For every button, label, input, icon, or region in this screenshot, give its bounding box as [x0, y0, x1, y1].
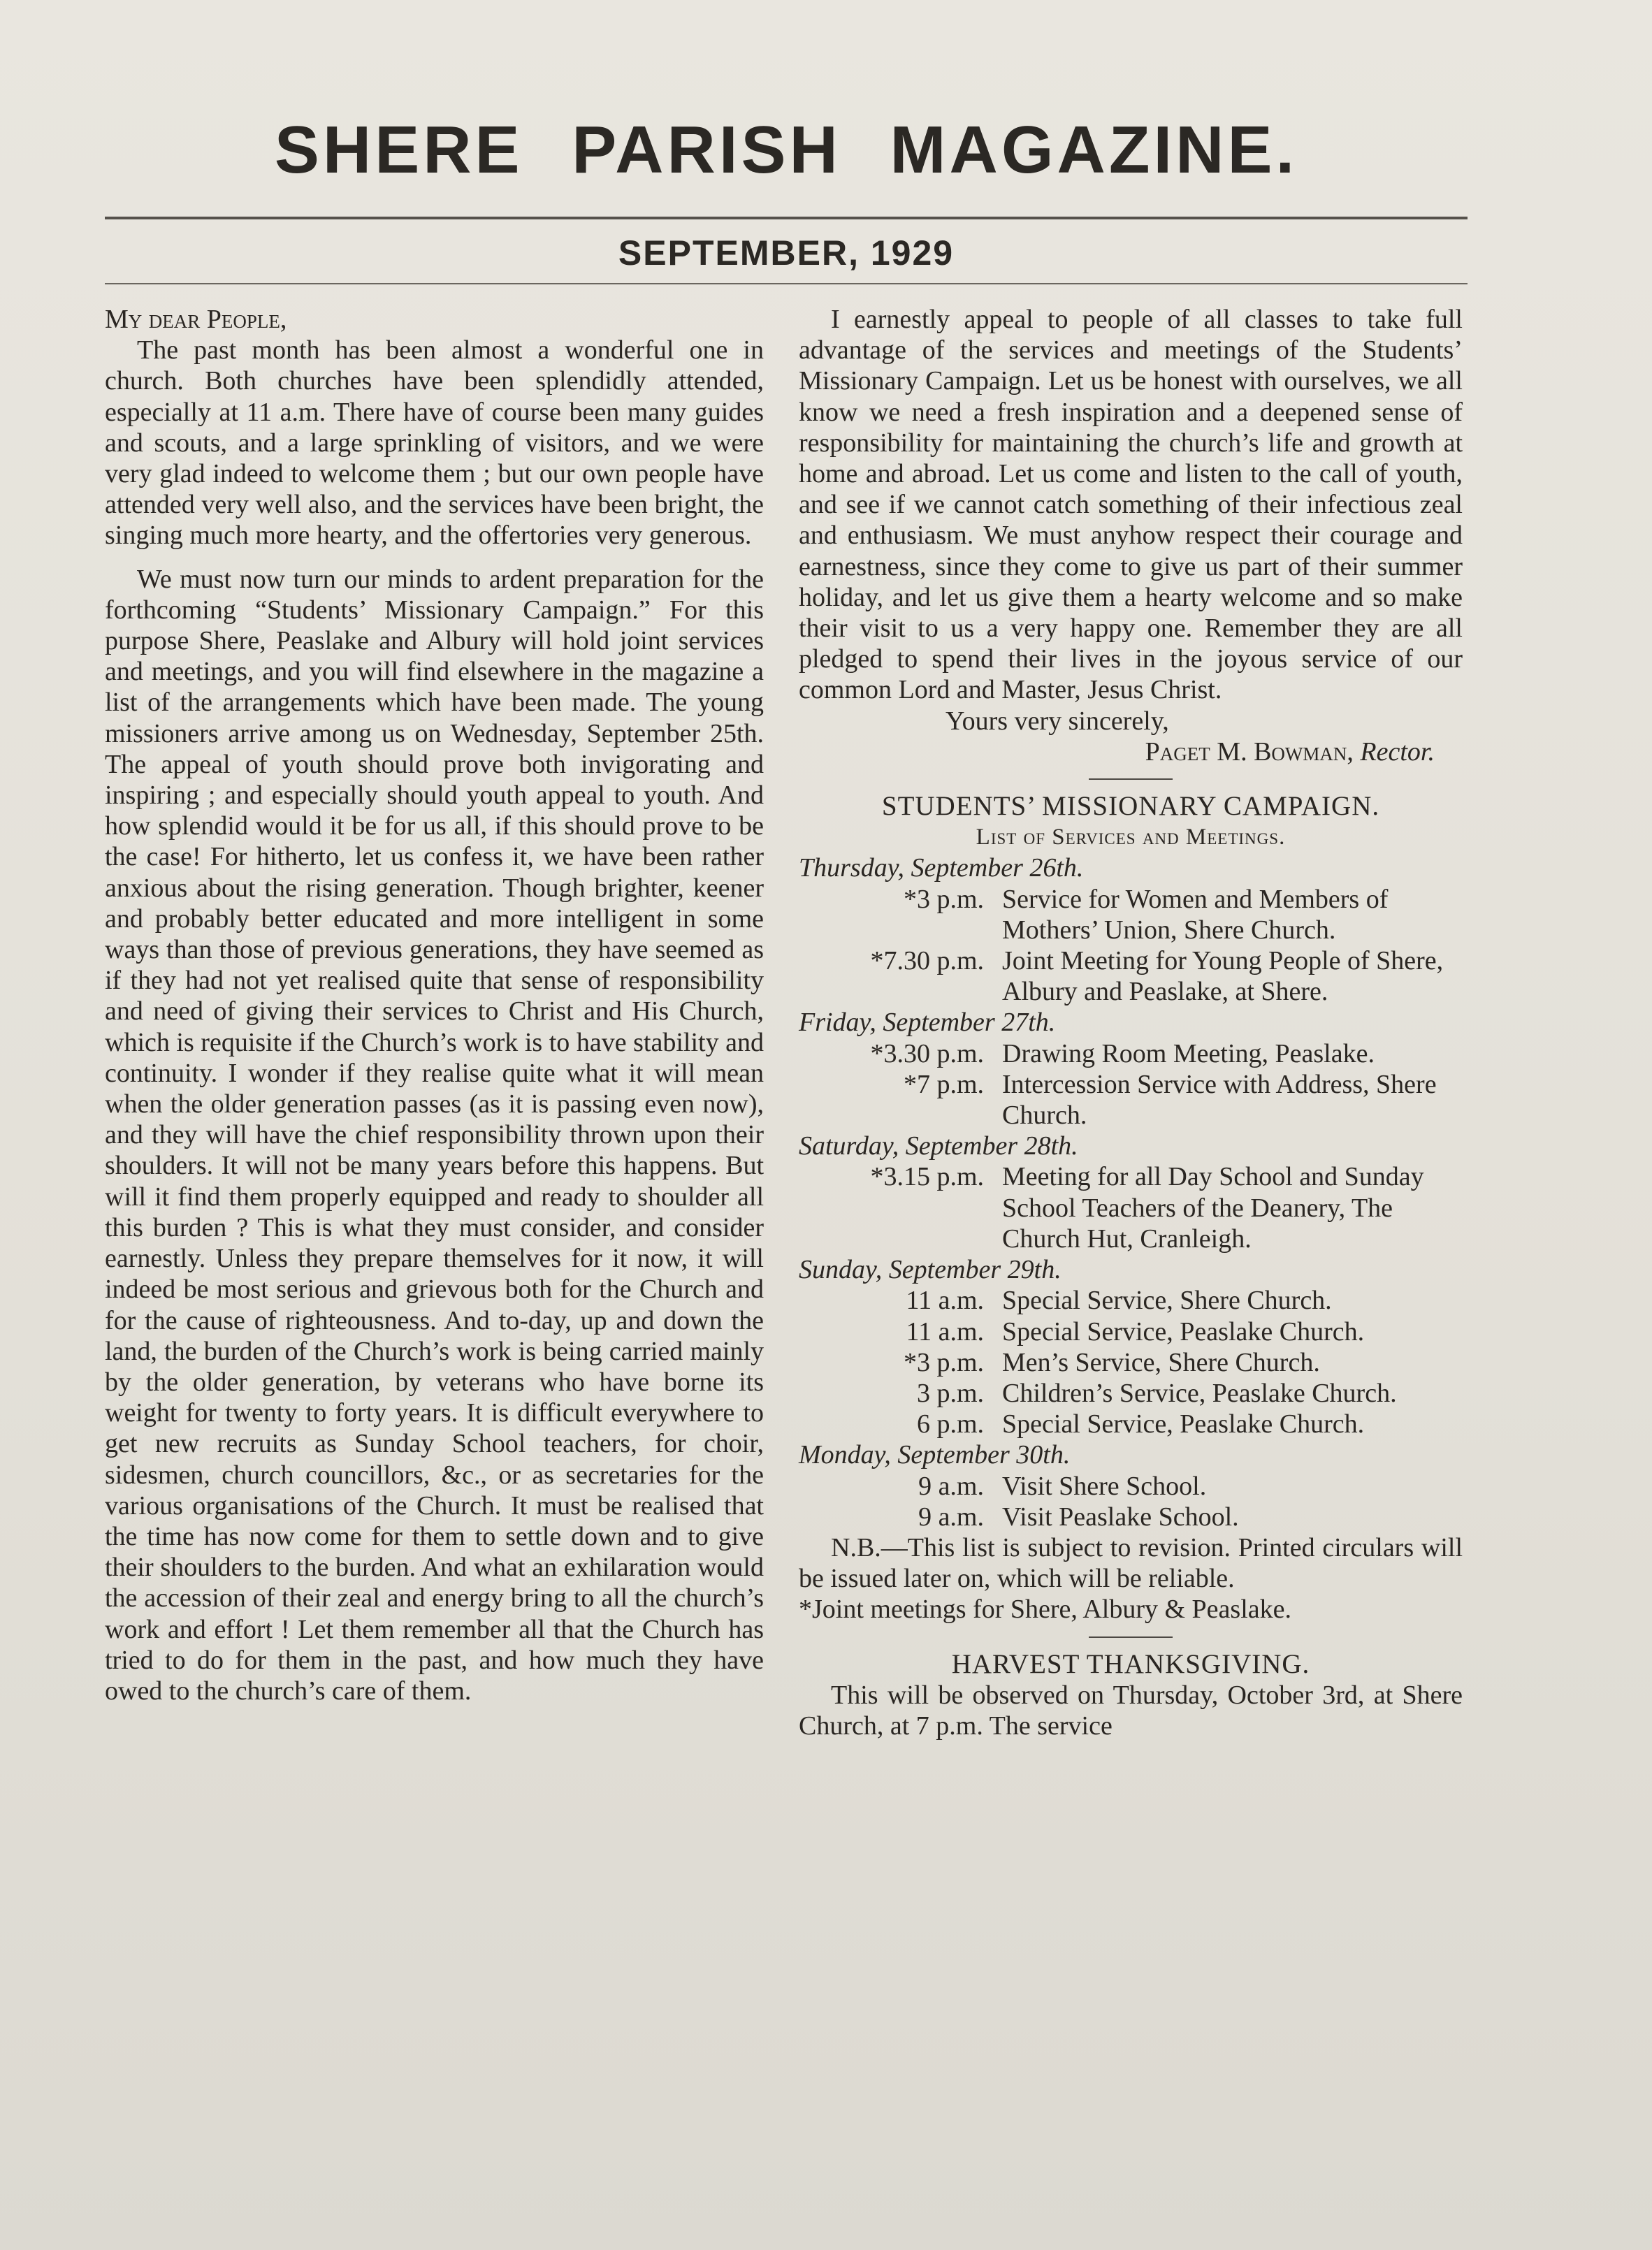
entry-time: 11 a.m. [906, 1316, 984, 1347]
section-divider [1089, 778, 1173, 780]
entry-time: *3.15 p.m. [870, 1162, 984, 1192]
schedule-entry [799, 1161, 1463, 1254]
entry-time: *7.30 p.m. [870, 946, 984, 976]
harvest-title: HARVEST THANKSGIVING. [951, 1648, 1310, 1679]
entry-description: Special Service, Peaslake Church. [1002, 1409, 1365, 1439]
letter-paragraph-3: I earnestly appeal to people of all classes to take full advantage of the services and meetings of the Students’ Missionary Campaign. Let us be honest with ourselves, we all know we need a fresh inspiration and a deepened sense of responsibility for maintaining the church’s life and growth at home and abroad. Let us come and listen to the call of youth, and see if we cannot catch something of their infectious zeal and enthusiasm. We must anyhow respect their courage and earnestness, since they come to give us part of their summer holiday, and let us give them a hearty welcome and so make their visit to us a very happy one. Remember they are all pledged to spend their lives in the joyous service of our common Lord and Master, Jesus Christ. [799, 305, 1463, 705]
schedule-entry [799, 1285, 1463, 1316]
masthead-rule [105, 217, 1468, 219]
entry-description: Children’s Service, Peaslake Church. [1002, 1378, 1397, 1408]
entry-description: Drawing Room Meeting, Peaslake. [1002, 1038, 1375, 1068]
entry-description: Meeting for all Day School and Sunday School Teachers of the Deanery, The Church Hut, Cranleigh. [1002, 1162, 1424, 1254]
entry-time: 11 a.m. [906, 1286, 984, 1316]
campaign-subtitle: List of Services and Meetings. [976, 825, 1286, 850]
entry-description: Service for Women and Members of Mothers’ Union, Shere Church. [1002, 884, 1389, 945]
schedule-entry [799, 945, 1463, 1007]
schedule-day: Monday, September 30th. [799, 1440, 1071, 1470]
entry-time: 9 a.m. [918, 1471, 984, 1501]
entry-time: 9 a.m. [918, 1502, 984, 1532]
campaign-footnote: *Joint meetings for Shere, Albury & Peaslake. [799, 1595, 1291, 1625]
letter-paragraph-1: The past month has been almost a wonderful one in church. Both churches have been splendidly attended, especially at 11 a.m. There have of course been many guides and scouts, and a large sprinkling of visitors, and we were very glad indeed to welcome them ; but our own people have attended very well also, and the services have been bright, the singing much more hearty, and the offertories very generous. [105, 335, 764, 551]
issue-date: SEPTEMBER, 1929 [618, 233, 955, 273]
entry-description: Men’s Service, Shere Church. [1002, 1347, 1320, 1377]
schedule-entry [799, 1378, 1463, 1409]
schedule-entry [799, 884, 1463, 945]
entry-description: Visit Shere School. [1002, 1471, 1207, 1501]
letter-closing: Yours very sincerely, [945, 706, 1169, 736]
signature-name: Paget M. Bowman, [1145, 736, 1354, 767]
schedule-day: Thursday, September 26th. [799, 853, 1084, 883]
letter-signature [799, 736, 1463, 767]
entry-description: Special Service, Shere Church. [1002, 1286, 1332, 1316]
schedule-entry [799, 1502, 1463, 1532]
entry-time: *3 p.m. [903, 884, 984, 914]
letter-salutation: My dear People, [105, 305, 287, 334]
schedule-day: Friday, September 27th. [799, 1008, 1056, 1038]
masthead-title: SHERE PARISH MAGAZINE. [274, 112, 1298, 187]
entry-time: *3.30 p.m. [870, 1038, 984, 1068]
right-column [799, 304, 1463, 1741]
entry-description: Intercession Service with Address, Shere Church. [1002, 1069, 1437, 1131]
schedule-entry [799, 1038, 1463, 1069]
section-divider [1089, 1636, 1173, 1638]
signature-title: Rector. [1360, 736, 1435, 767]
schedule-entry [799, 1409, 1463, 1439]
entry-time: *3 p.m. [903, 1347, 984, 1377]
campaign-title: STUDENTS’ MISSIONARY CAMPAIGN. [881, 791, 1380, 822]
schedule-entry [799, 1316, 1463, 1347]
campaign-note: N.B.—This list is subject to revision. Printed circulars will be issued later on, which will be reliable. [799, 1532, 1463, 1594]
letter-paragraph-2: We must now turn our minds to ardent preparation for the forthcoming “Students’ Missionary Campaign.” For this purpose Shere, Peaslake and Albury will hold joint services and meetings, and you will find elsewhere in the magazine a list of the arrangements which have been made. The young missioners arrive among us on Wednesday, September 25th. The appeal of youth should prove both invigorating and inspiring ; and especially should youth appeal to youth. And how splendid would it be for us all, if this should prove to be the case! For hitherto, let us confess it, we have been rather anxious about the rising generation. Though brighter, keener and probably better educated and more intelligent in some ways than those of previous generations, they have seemed as if they had not yet realised quite that sense of responsibility and need of giving their services to Christ and His Church, which is requisite if the Church’s work is to have stability and continuity. I wonder if they realise quite what it will mean when the older generation passes (as it is passing even now), and they will have the chief responsibility thrown upon their shoulders. It will not be many years before this happens. But will it find them properly equipped and ready to shoulder all this burden ? This is what they must consider, and consider earnestly. Unless they prepare themselves for it now, it will indeed be most serious and grievous both for the Church and for the cause of righteousness. And to-day, up and down the land, the burden of the Church’s work is being carried mainly by the older generation, by veterans who have borne its weight for twenty to forty years. It is difficult everywhere to get new recruits as Sunday School teachers, for choir, sidesmen, church councillors, &c., or as secretaries for the various organisations of the Church. It must be realised that the time has now come for them to settle down and to give their shoulders to the burden. And what an exhilaration would the accession of their zeal and energy bring to all the church’s work and effort ! Let them remember all that the Church has tried to do for them in the past, and how much they have owed to the church’s care of them. [105, 564, 764, 1706]
campaign-schedule [799, 852, 1463, 1532]
entry-time: *7 p.m. [903, 1069, 984, 1099]
entry-time: 6 p.m. [916, 1409, 984, 1439]
entry-description: Special Service, Peaslake Church. [1002, 1316, 1365, 1347]
schedule-entry [799, 1069, 1463, 1131]
left-column [105, 304, 764, 1706]
date-rule [105, 283, 1468, 284]
entry-time: 3 p.m. [916, 1378, 984, 1408]
entry-description: Visit Peaslake School. [1002, 1502, 1239, 1532]
schedule-entry [799, 1347, 1463, 1378]
schedule-entry [799, 1471, 1463, 1502]
harvest-text: This will be observed on Thursday, October 3rd, at Shere Church, at 7 p.m. The service [799, 1680, 1463, 1741]
schedule-day: Sunday, September 29th. [799, 1255, 1062, 1285]
schedule-day: Saturday, September 28th. [799, 1131, 1078, 1161]
entry-description: Joint Meeting for Young People of Shere, Albury and Peaslake, at Shere. [1002, 946, 1444, 1007]
